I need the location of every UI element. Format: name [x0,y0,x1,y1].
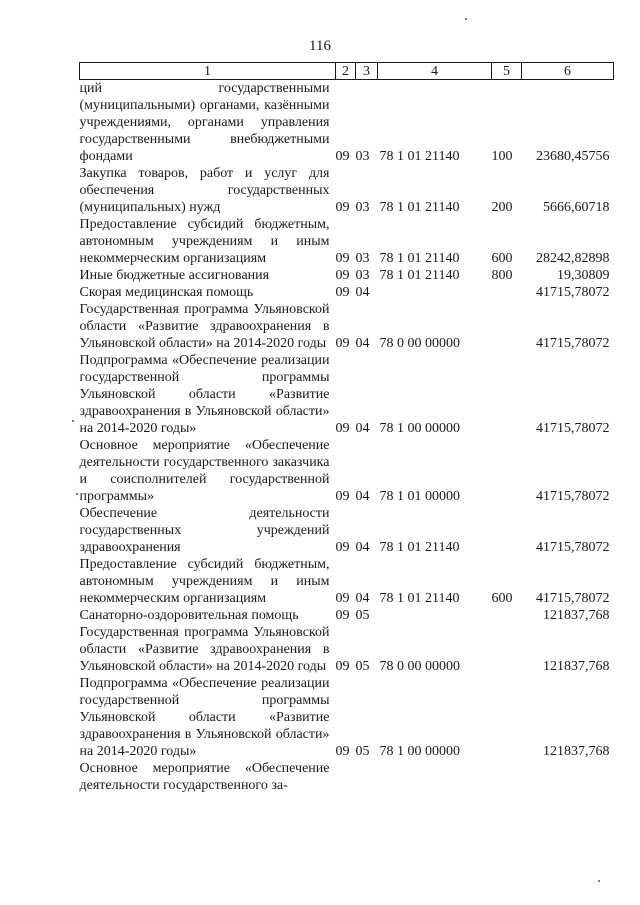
cell-name: ций государственными (муниципальными) органами, казёнными учреждениями, органами управления государственными внебюджетными фондами [79,81,330,164]
cell-sum: 41715,78072 [536,336,610,351]
cell-name: Санаторно-оздоровительная помощь [79,608,299,623]
cell-csr: 78 1 01 21140 [379,591,460,606]
cell-pr: 03 [355,268,370,283]
page-number: 116 [309,38,331,54]
scan-speck [598,880,600,882]
cell-sum: 41715,78072 [536,285,610,300]
cell-vr [492,352,522,437]
table-row [80,80,614,166]
cell-csr: 78 1 01 21140 [379,149,460,164]
cell-name: Подпрограмма «Обеспечение реализации государственной программы Ульяновской области «Развитие здравоохранения в Ульяновской области» на 2014-2020 годы» [79,353,330,436]
cell-rz: 09 [335,489,350,504]
table-row [80,505,614,556]
header-col-3: 3 [356,63,378,80]
cell-csr [378,284,492,301]
cell-pr: 04 [355,336,370,351]
budget-table [79,62,614,794]
cell-sum: 121837,768 [543,659,610,674]
cell-vr: 600 [491,251,513,266]
cell-rz: 09 [335,285,350,300]
cell-pr: 05 [355,608,370,623]
table-row [80,267,614,284]
cell-csr: 78 0 00 00000 [379,659,460,674]
cell-pr: 04 [355,591,370,606]
cell-name: Обеспечение деятельности государственных учреждений здравоохранения [79,506,330,555]
cell-sum: 121837,768 [543,608,610,623]
table-row [80,301,614,352]
cell-vr [492,437,522,505]
cell-vr: 100 [491,149,513,164]
cell-rz: 09 [335,608,350,623]
table-row [80,760,614,794]
cell-name: Основное мероприятие «Обеспечение деятельности государственного заказчика и соисполнителей государственной программы» [79,438,330,504]
table-row [80,165,614,216]
cell-rz: 09 [335,540,350,555]
cell-vr: 200 [491,200,513,215]
cell-pr: 03 [355,251,370,266]
cell-csr: 78 1 01 21140 [379,540,460,555]
table-row [80,607,614,624]
cell-name: Закупка товаров, работ и услуг для обеспечения государственных (муниципальных) нужд [79,166,330,215]
cell-pr: 04 [355,489,370,504]
cell-sum: 19,30809 [557,268,610,283]
cell-vr [492,284,522,301]
cell-rz [336,760,356,794]
cell-rz: 09 [335,200,350,215]
cell-sum: 28242,82898 [536,251,610,266]
cell-pr: 04 [355,540,370,555]
cell-sum: 41715,78072 [536,540,610,555]
cell-pr: 04 [355,421,370,436]
cell-pr: 05 [355,744,370,759]
cell-csr: 78 1 01 00000 [379,489,460,504]
cell-name: Основное мероприятие «Обеспечение деятельности государственного за- [79,761,330,793]
cell-rz: 09 [335,591,350,606]
table-row [80,284,614,301]
table-body [80,80,614,795]
cell-pr [356,760,378,794]
cell-pr: 03 [355,200,370,215]
header-col-6: 6 [522,63,614,80]
cell-sum: 5666,60718 [543,200,610,215]
cell-name: Иные бюджетные ассигнования [79,268,270,283]
cell-csr [378,607,492,624]
header-col-4: 4 [378,63,492,80]
cell-vr: 800 [491,268,513,283]
cell-csr: 78 1 01 21140 [379,268,460,283]
cell-vr [492,505,522,556]
cell-vr [492,675,522,760]
cell-pr: 05 [355,659,370,674]
cell-pr: 03 [355,149,370,164]
cell-csr: 78 0 00 00000 [379,336,460,351]
table-row [80,216,614,267]
header-col-1: 1 [80,63,336,80]
table-row [80,624,614,675]
cell-vr: 600 [491,591,513,606]
cell-rz: 09 [335,149,350,164]
header-col-2: 2 [336,63,356,80]
cell-csr [378,760,492,794]
cell-name: Государственная программа Ульяновской области «Развитие здравоохранения в Ульяновской области» на 2014-2020 годы [79,625,330,674]
scan-speck [72,420,74,422]
cell-name: Скорая медицинская помощь [79,285,254,300]
cell-sum [522,760,614,794]
header-row [80,63,614,80]
cell-rz: 09 [335,659,350,674]
cell-rz: 09 [335,336,350,351]
cell-csr: 78 1 00 00000 [379,744,460,759]
cell-rz: 09 [335,744,350,759]
cell-vr [492,624,522,675]
cell-sum: 41715,78072 [536,591,610,606]
cell-pr: 04 [355,285,370,300]
cell-csr: 78 1 01 21140 [379,200,460,215]
table-row [80,556,614,607]
scan-speck [465,18,467,20]
table-header [80,63,614,80]
cell-name: Предоставление субсидий бюджетным, автономным учреждениям и иным некоммерческим организациям [79,557,330,606]
cell-rz: 09 [335,251,350,266]
cell-sum: 121837,768 [543,744,610,759]
cell-sum: 23680,45756 [536,149,610,164]
cell-name: Подпрограмма «Обеспечение реализации государственной программы Ульяновской области «Развитие здравоохранения в Ульяновской области» на 2014-2020 годы» [79,676,330,759]
cell-name: Предоставление субсидий бюджетным, автономным учреждениям и иным некоммерческим организациям [79,217,330,266]
cell-vr [492,760,522,794]
table-row [80,352,614,437]
table-row [80,675,614,760]
header-col-5: 5 [492,63,522,80]
cell-sum: 41715,78072 [536,421,610,436]
scan-speck [76,493,78,495]
table-row [80,437,614,505]
cell-rz: 09 [335,421,350,436]
cell-vr [492,607,522,624]
cell-csr: 78 1 01 21140 [379,251,460,266]
cell-sum: 41715,78072 [536,489,610,504]
cell-rz: 09 [335,268,350,283]
cell-name: Государственная программа Ульяновской области «Развитие здравоохранения в Ульяновской области» на 2014-2020 годы [79,302,330,351]
cell-vr [492,301,522,352]
cell-csr: 78 1 00 00000 [379,421,460,436]
